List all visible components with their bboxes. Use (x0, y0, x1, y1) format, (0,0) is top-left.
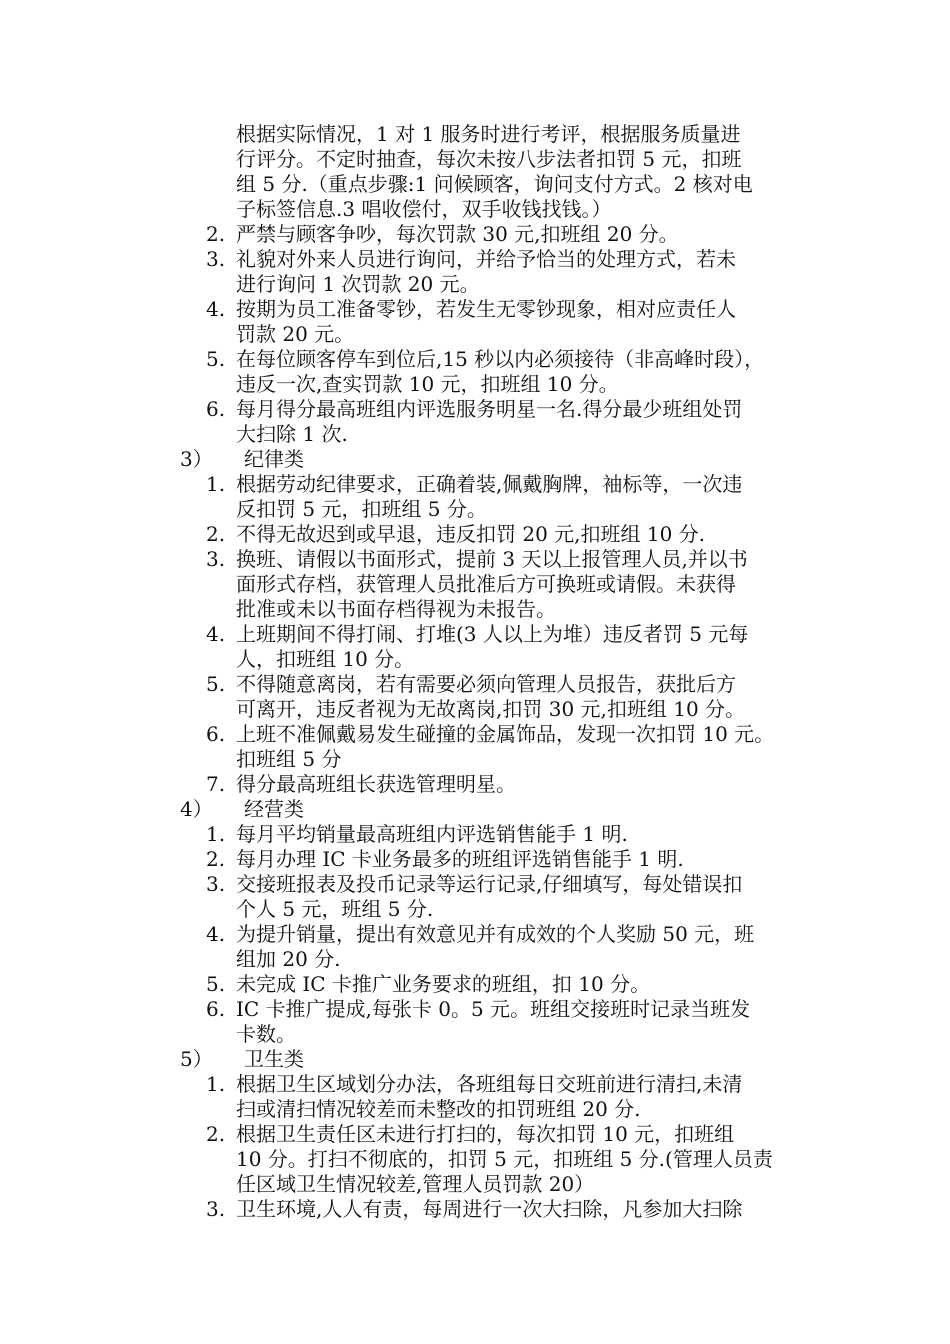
list-item-continuation: 批准或未以书面存档得视为未报告。 (236, 597, 556, 621)
list-item-number: 4. (206, 297, 226, 321)
list-item-number: 3. (206, 247, 226, 271)
list-item (0, 347, 950, 372)
list-item-continuation: 人，扣班组 10 分。 (236, 647, 415, 671)
list-item-text: 上班不准佩戴易发生碰撞的金属饰品，发现一次扣罚 10 元。 (236, 722, 775, 746)
list-item-continuation: 面形式存档，获管理人员批准后方可换班或请假。未获得 (236, 572, 736, 596)
list-item-number: 1. (206, 472, 226, 496)
list-item (0, 872, 950, 897)
list-item (0, 297, 950, 322)
list-item-number: 5. (206, 347, 226, 371)
list-item-number: 7. (206, 772, 226, 796)
list-item (0, 672, 950, 697)
list-item-number: 5. (206, 672, 226, 696)
list-item-text: IC 卡推广提成,每张卡 0。5 元。班组交接班时记录当班发 (236, 997, 751, 1021)
list-item-text: 交接班报表及投币记录等运行记录,仔细填写，每处错误扣 (236, 872, 743, 896)
list-item-continuation: 进行询问 1 次罚款 20 元。 (236, 272, 480, 296)
list-item (0, 522, 950, 547)
list-item-number: 6. (206, 722, 226, 746)
list-item-text: 卫生环境,人人有责，每周进行一次大扫除，凡参加大扫除 (236, 1197, 743, 1221)
paragraph-line: 行评分。不定时抽查，每次未按八步法者扣罚 5 元，扣班 (236, 147, 742, 171)
list-item (0, 1122, 950, 1147)
list-item-continuation: 反扣罚 5 元，扣班组 5 分。 (236, 497, 487, 521)
list-item-text: 不得随意离岗，若有需要必须向管理人员报告，获批后方 (236, 672, 736, 696)
list-item-text: 严禁与顾客争吵，每次罚款 30 元,扣班组 20 分。 (236, 222, 679, 246)
list-item-continuation: 个人 5 元，班组 5 分. (236, 897, 434, 921)
list-item (0, 997, 950, 1022)
document-body (0, 122, 950, 1222)
list-item-text: 未完成 IC 卡推广业务要求的班组，扣 10 分。 (236, 972, 651, 996)
section-title: 经营类 (244, 797, 304, 821)
list-item-continuation: 大扫除 1 次. (236, 422, 348, 446)
section-number: 3） (180, 447, 213, 471)
list-item (0, 1197, 950, 1222)
paragraph-line: 组 5 分.（重点步骤:1 问候顾客，询问支付方式。2 核对电 (236, 172, 753, 196)
list-item-text: 按期为员工准备零钞，若发生无零钞现象，相对应责任人 (236, 297, 736, 321)
list-item (0, 547, 950, 572)
section-number: 4） (180, 797, 213, 821)
list-item-text: 得分最高班组长获选管理明星。 (236, 772, 516, 796)
list-item-number: 2. (206, 222, 226, 246)
list-item-number: 6. (206, 997, 226, 1021)
list-item-number: 4. (206, 622, 226, 646)
list-item (0, 622, 950, 647)
paragraph-line: 根据实际情况，1 对 1 服务时进行考评，根据服务质量进 (236, 122, 741, 146)
list-item-text: 礼貌对外来人员进行询问，并给予恰当的处理方式，若未 (236, 247, 736, 271)
list-item (0, 922, 950, 947)
list-item-number: 1. (206, 1072, 226, 1096)
list-item-continuation: 罚款 20 元。 (236, 322, 355, 346)
list-item-number: 3. (206, 1197, 226, 1221)
list-item-number: 5. (206, 972, 226, 996)
list-item-text: 上班期间不得打闹、打堆(3 人以上为堆）违反者罚 5 元每 (236, 622, 749, 646)
list-item-text: 每月办理 IC 卡业务最多的班组评选销售能手 1 明. (236, 847, 684, 871)
list-item-text: 根据卫生责任区未进行打扫的，每次扣罚 10 元，扣班组 (236, 1122, 735, 1146)
list-item-text: 每月平均销量最高班组内评选销售能手 1 明. (236, 822, 628, 846)
list-item (0, 822, 950, 847)
list-item (0, 722, 950, 747)
list-item (0, 972, 950, 997)
list-item (0, 772, 950, 797)
list-item-text: 为提升销量，提出有效意见并有成效的个人奖励 50 元，班 (236, 922, 755, 946)
list-item-number: 2. (206, 1122, 226, 1146)
list-item-text: 不得无故迟到或早退，违反扣罚 20 元,扣班组 10 分. (236, 522, 706, 546)
section-number: 5） (180, 1047, 213, 1071)
section-heading-hygiene (0, 1047, 950, 1072)
list-item-text: 根据劳动纪律要求，正确着装,佩戴胸牌，袖标等，一次违 (236, 472, 743, 496)
list-item (0, 397, 950, 422)
list-item-number: 4. (206, 922, 226, 946)
section-title: 卫生类 (244, 1047, 304, 1071)
list-item-number: 2. (206, 522, 226, 546)
list-item-continuation: 10 分。打扫不彻底的，扣罚 5 元，扣班组 5 分.(管理人员责 (236, 1147, 773, 1171)
list-item (0, 472, 950, 497)
list-item (0, 1072, 950, 1097)
list-item-text: 根据卫生区域划分办法，各班组每日交班前进行清扫,未清 (236, 1072, 743, 1096)
list-item-continuation: 违反一次,查实罚款 10 元，扣班组 10 分。 (236, 372, 619, 396)
list-item-number: 3. (206, 547, 226, 571)
list-item-continuation: 扣班组 5 分 (236, 747, 342, 771)
list-item-continuation: 可离开，违反者视为无故离岗,扣罚 30 元,扣班组 10 分。 (236, 697, 746, 721)
section-heading-discipline (0, 447, 950, 472)
list-item-text: 在每位顾客停车到位后,15 秒以内必须接待（非高峰时段）， (236, 347, 765, 371)
list-item-continuation: 组加 20 分. (236, 947, 341, 971)
list-item-continuation: 扫或清扫情况较差而未整改的扣罚班组 20 分. (236, 1097, 641, 1121)
paragraph-line: 子标签信息.3 唱收偿付，双手收钱找钱。） (236, 197, 612, 221)
section-title: 纪律类 (244, 447, 304, 471)
list-item-number: 3. (206, 872, 226, 896)
list-item-continuation: 任区域卫生情况较差,管理人员罚款 20） (236, 1172, 595, 1196)
list-item-number: 6. (206, 397, 226, 421)
list-item (0, 247, 950, 272)
list-item-number: 2. (206, 847, 226, 871)
list-item (0, 222, 950, 247)
list-item (0, 847, 950, 872)
section-heading-business (0, 797, 950, 822)
list-item-continuation: 卡数。 (236, 1022, 296, 1046)
list-item-text: 换班、请假以书面形式，提前 3 天以上报管理人员,并以书 (236, 547, 748, 571)
list-item-number: 1. (206, 822, 226, 846)
list-item-text: 每月得分最高班组内评选服务明星一名.得分最少班组处罚 (236, 397, 743, 421)
